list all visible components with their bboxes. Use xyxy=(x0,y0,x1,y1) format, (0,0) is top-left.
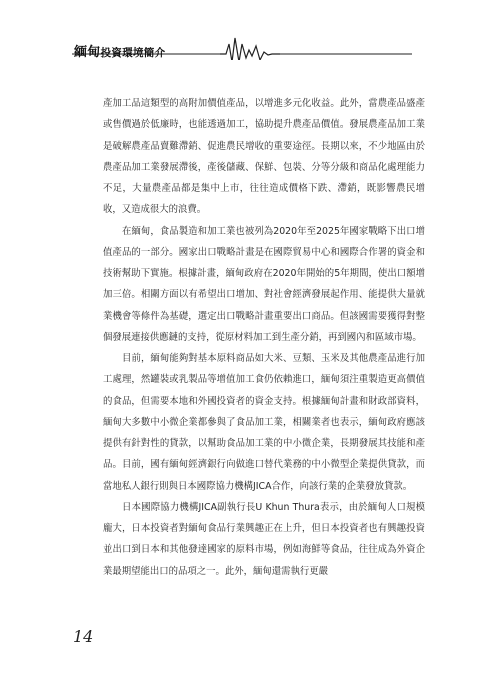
paragraph: 目前，緬甸能夠對基本原料商品如大米、豆類、玉米及其他農產品進行加工處理，然罐裝或乳製品等增值加工食仍依賴進口，緬甸須注重製造更高價值的食品，但需要本地和外國投資者的資金支持。根據緬甸計畫和財政部資料，緬甸大多數中小微企業都參與了食品加工業，相關業者也表示，緬甸政府應該提供有針對性的貸款，以幫助食品加工業的中小微企業，長期發展其技能和產品。目前，國有緬甸經濟銀行向做進口替代業務的中小微型企業提供貸款，而當地私人銀行則與日本國際協力機構JICA合作，向該行業的企業發放貸款。 xyxy=(103,353,425,492)
paragraph: 在緬甸，食品製造和加工業也被列為2020年至2025年國家戰略下出口增值產品的一部分。國家出口戰略計畫是在國際貿易中心和國際合作署的資金和技術幫助下實施。根據計畫，緬甸政府在2020年開始的5年期間，使出口額增加三倍。相關方面以有希望出口增加、對社會經濟發展起作用、能提供大量就業機會等條件為基礎，選定出口戰略計畫重要出口商品。但該國需要獲得對整個發展連接供應鏈的支持，從原材料加工到生產分銷，再到國內和區域市場。 xyxy=(103,225,425,343)
header-line-ekg xyxy=(0,0,480,60)
body-text xyxy=(103,93,425,582)
paragraph: 產加工品這類型的高附加價值產品，以增進多元化收益。此外，當農產品盛產或售價過於低廉時，也能透過加工，協助提升農產品價值。發展農產品加工業是破解農產品賣難滯銷、促進農民增收的重要途徑。長期以來，不少地區由於農產品加工業發展滯後，產後儲藏、保鮮、包裝、分等分級和商品化處理能力不足，大量農產品都是集中上市，往往造成價格下跌、滯銷，既影響農民增收，又造成很大的浪費。 xyxy=(103,98,425,216)
page-header xyxy=(0,0,480,60)
paragraph: 日本國際協力機構JICA副執行長U Khun Thura表示，由於緬甸人口規模龐大，日本投資者對緬甸食品行業興趣正在上升，但日本投資者也有興趣投資並出口到日本和其他發達國家的原料市場，例如海鮮等食品，往往成為外資企業最期望能出口的品項之一。此外，緬甸還需執行更嚴 xyxy=(103,501,425,577)
page-number: 14 xyxy=(73,627,94,646)
header-title-main: 緬甸 xyxy=(74,45,101,60)
header-title-sub: 投資環境簡介 xyxy=(100,47,166,59)
header-title xyxy=(74,41,165,60)
